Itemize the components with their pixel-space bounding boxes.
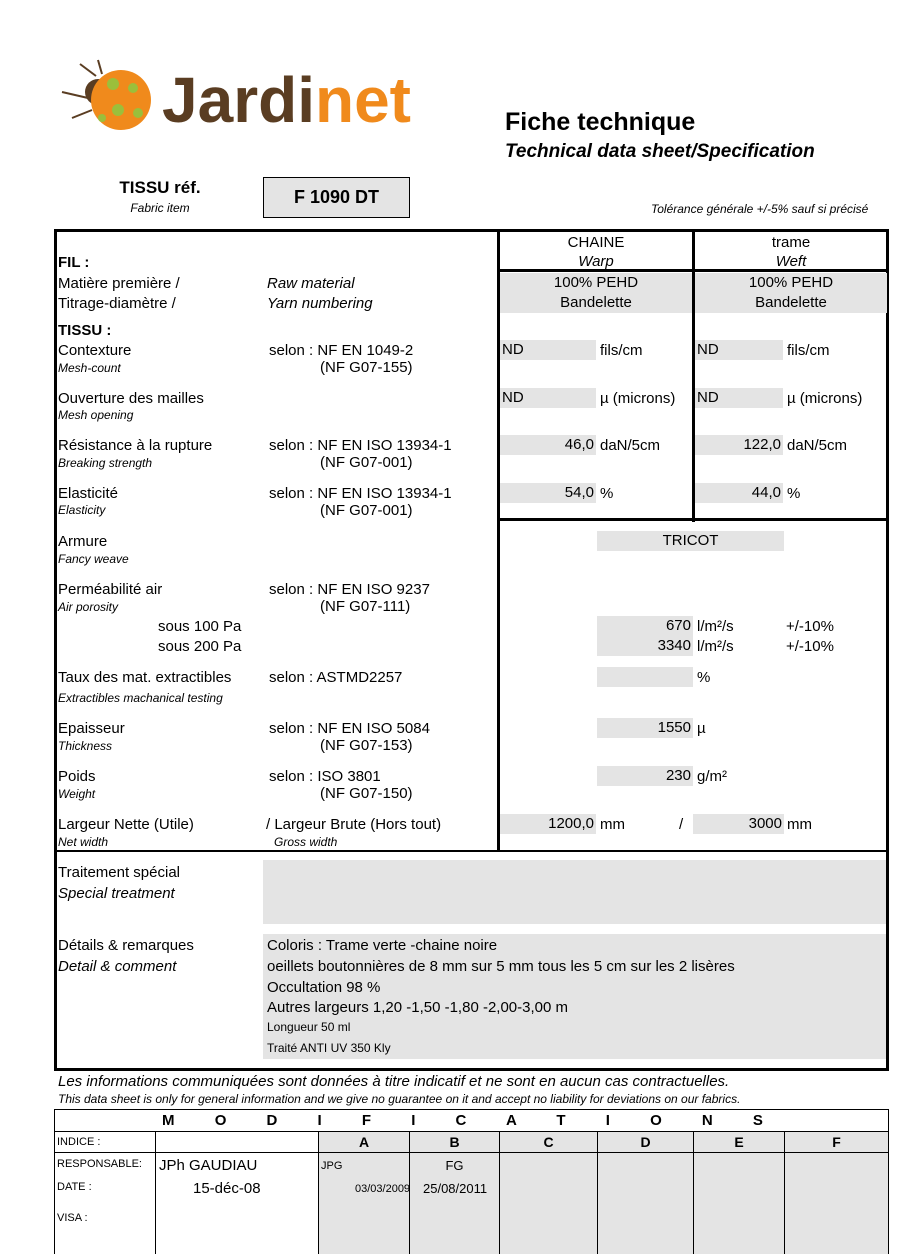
traitement-label-en: Special treatment [58, 885, 175, 902]
p100-value: 670 [597, 616, 693, 636]
mod-col-e: E [734, 1134, 744, 1150]
details-line-2: oeillets boutonnières de 8 mm sur 5 mm tous les 5 cm sur les 2 lisères [267, 958, 735, 975]
disclaimer-fr: Les informations communiquées sont données à titre indicatif et ne sont en aucun cas contractuelles. [58, 1073, 730, 1090]
responsable-label: RESPONSABLE: [57, 1158, 142, 1170]
responsable-value: JPh GAUDIAU [159, 1157, 258, 1174]
elasticite-label: Elasticité [58, 485, 119, 502]
divider-bottom [54, 850, 889, 852]
page-subtitle: Technical data sheet/Specification [505, 141, 815, 162]
largeur-brute-unit: mm [787, 816, 812, 833]
col-warp: Warp [578, 253, 614, 270]
mod-vline-3 [499, 1132, 500, 1254]
col-weft: Weft [775, 253, 807, 270]
ouverture-trame: ND [695, 388, 783, 408]
elasticite-unit-chaine: % [600, 485, 614, 502]
resistance-label-en: Breaking strength [58, 456, 153, 470]
epaisseur-value: 1550 [597, 718, 693, 738]
matiere-label: Matière première / [58, 275, 180, 292]
elasticite-chaine: 54,0 [500, 483, 596, 503]
date-value: 15-déc-08 [193, 1180, 261, 1197]
elasticite-norm-2: (NF G07-001) [320, 502, 413, 519]
contexture-label: Contexture [58, 342, 132, 359]
p200-label: sous 200 Pa [158, 638, 242, 655]
poids-label-en: Weight [58, 787, 96, 801]
epaisseur-label-en: Thickness [58, 739, 113, 753]
contexture-label-en: Mesh-count [58, 361, 121, 375]
poids-norm-2: (NF G07-150) [320, 785, 413, 802]
largeur-brute-value: 3000 [693, 814, 784, 834]
contexture-chaine: ND [500, 340, 596, 360]
elasticite-trame: 44,0 [695, 483, 783, 503]
tolerance-note: Tolérance générale +/-5% sauf si précisé [651, 202, 869, 216]
matiere-chaine: 100% PEHD [500, 273, 692, 293]
elasticite-label-en: Elasticity [58, 503, 106, 517]
p100-unit: l/m²/s [697, 618, 734, 635]
permeabilite-label: Perméabilité air [58, 581, 163, 598]
details-line-4: Autres largeurs 1,20 -1,50 -1,80 -2,00-3,00 m [267, 999, 568, 1016]
p200-tolerance: +/-10% [786, 638, 834, 655]
epaisseur-norm-2: (NF G07-153) [320, 737, 413, 754]
mod-col-c: C [543, 1134, 554, 1150]
largeur-nette-unit: mm [600, 816, 625, 833]
contexture-norm-2: (NF G07-155) [320, 359, 413, 376]
elasticite-unit-trame: % [787, 485, 801, 502]
mod-vline-4 [597, 1132, 598, 1254]
col-trame: trame [771, 234, 811, 251]
titrage-trame: Bandelette [695, 293, 887, 313]
epaisseur-norm: selon : NF EN ISO 5084 [269, 720, 430, 737]
divider-vertical-1 [497, 229, 500, 852]
indice-label: INDICE : [57, 1136, 101, 1148]
disclaimer-en: This data sheet is only for general information and we give no guarantee on it and accept no liability for deviations on our fabrics. [58, 1092, 741, 1106]
extractibles-norm: selon : ASTMD2257 [269, 669, 403, 686]
mod-col-a: A [358, 1134, 370, 1150]
modifications-title: M O D I F I C A T I O N S [162, 1112, 781, 1129]
mod-b-date: 25/08/2011 [423, 1181, 488, 1196]
elasticite-norm: selon : NF EN ISO 13934-1 [269, 485, 452, 502]
brand-logo-orange: net [314, 64, 411, 136]
titrage-label: Titrage-diamètre / [58, 295, 176, 312]
ouverture-label: Ouverture des mailles [58, 390, 204, 407]
resistance-norm-2: (NF G07-001) [320, 454, 413, 471]
mod-vline-6 [784, 1132, 785, 1254]
details-label-en: Detail & comment [58, 958, 177, 975]
largeur-nette-value: 1200,0 [500, 814, 596, 834]
traitement-value [263, 860, 886, 924]
ouverture-unit-chaine: µ (microns) [600, 390, 676, 407]
matiere-label-en: Raw material [267, 275, 355, 292]
fabric-label: TISSU réf. [119, 178, 201, 197]
brand-logo [162, 64, 411, 136]
permeabilite-norm: selon : NF EN ISO 9237 [269, 581, 430, 598]
col-chaine: CHAINE [567, 234, 625, 251]
tissu-heading: TISSU : [58, 322, 112, 339]
mod-vline-0 [155, 1132, 156, 1254]
p100-tolerance: +/-10% [786, 618, 834, 635]
largeur-separator: / [679, 816, 684, 833]
date-label: DATE : [57, 1181, 92, 1193]
divider-section [497, 518, 889, 521]
p100-label: sous 100 Pa [158, 618, 242, 635]
permeabilite-label-en: Air porosity [58, 600, 119, 614]
poids-value: 230 [597, 766, 693, 786]
contexture-trame: ND [695, 340, 783, 360]
largeur-label-en: Net width [58, 835, 109, 849]
armure-label-en: Fancy weave [58, 552, 129, 566]
resistance-trame: 122,0 [695, 435, 783, 455]
extractibles-label-en: Extractibles machanical testing [58, 691, 223, 705]
mod-col-b: B [449, 1134, 460, 1150]
fabric-label-en: Fabric item [130, 201, 190, 215]
contexture-unit-chaine: fils/cm [600, 342, 643, 359]
extractibles-label: Taux des mat. extractibles [58, 669, 232, 686]
details-small-line-2: Traité ANTI UV 350 Kly [267, 1041, 391, 1055]
extractibles-unit: % [697, 669, 711, 686]
fabric-ref-box: F 1090 DT [263, 177, 410, 218]
resistance-norm: selon : NF EN ISO 13934-1 [269, 437, 452, 454]
p200-value: 3340 [597, 636, 693, 656]
largeur-brute-label-en: Gross width [274, 835, 338, 849]
details-line-1: Coloris : Trame verte -chaine noire [267, 937, 498, 954]
permeabilite-norm-2: (NF G07-111) [320, 598, 411, 615]
largeur-brute-label: / Largeur Brute (Hors tout) [266, 816, 442, 833]
traitement-label: Traitement spécial [58, 864, 180, 881]
fil-heading: FIL : [58, 254, 90, 271]
details-small-line-1: Longueur 50 ml [267, 1020, 351, 1034]
titrage-chaine: Bandelette [500, 293, 692, 313]
extractibles-value [597, 667, 693, 687]
epaisseur-label: Epaisseur [58, 720, 125, 737]
resistance-unit-trame: daN/5cm [787, 437, 848, 454]
poids-norm: selon : ISO 3801 [269, 768, 381, 785]
ouverture-chaine: ND [500, 388, 596, 408]
matiere-trame: 100% PEHD [695, 273, 887, 293]
resistance-label: Résistance à la rupture [58, 437, 213, 454]
page-title: Fiche technique [505, 108, 696, 136]
epaisseur-unit: µ [697, 720, 706, 737]
poids-label: Poids [58, 768, 96, 785]
mod-body-gray [318, 1153, 888, 1254]
titrage-label-en: Yarn numbering [267, 295, 373, 312]
ladybug-logo-icon [58, 58, 158, 138]
details-label: Détails & remarques [58, 937, 194, 954]
mod-col-d: D [640, 1134, 651, 1150]
armure-value: TRICOT [597, 531, 784, 551]
mod-a-date: 03/03/2009 [355, 1183, 411, 1195]
brand-logo-dark: Jardi [162, 64, 315, 136]
resistance-unit-chaine: daN/5cm [600, 437, 661, 454]
largeur-label: Largeur Nette (Utile) [58, 816, 194, 833]
mod-col-f: F [832, 1134, 841, 1150]
resistance-chaine: 46,0 [500, 435, 596, 455]
contexture-norm: selon : NF EN 1049-2 [269, 342, 414, 359]
visa-label: VISA : [57, 1212, 88, 1224]
mod-vline-1 [318, 1132, 319, 1254]
p200-unit: l/m²/s [697, 638, 734, 655]
details-line-3: Occultation 98 % [267, 979, 381, 996]
contexture-unit-trame: fils/cm [787, 342, 830, 359]
ouverture-label-en: Mesh opening [58, 408, 134, 422]
mod-vline-5 [693, 1132, 694, 1254]
mod-a-responsable: JPG [321, 1160, 343, 1172]
poids-unit: g/m² [697, 768, 727, 785]
armure-label: Armure [58, 533, 108, 550]
ouverture-unit-trame: µ (microns) [787, 390, 863, 407]
mod-b-responsable: FG [445, 1158, 464, 1173]
